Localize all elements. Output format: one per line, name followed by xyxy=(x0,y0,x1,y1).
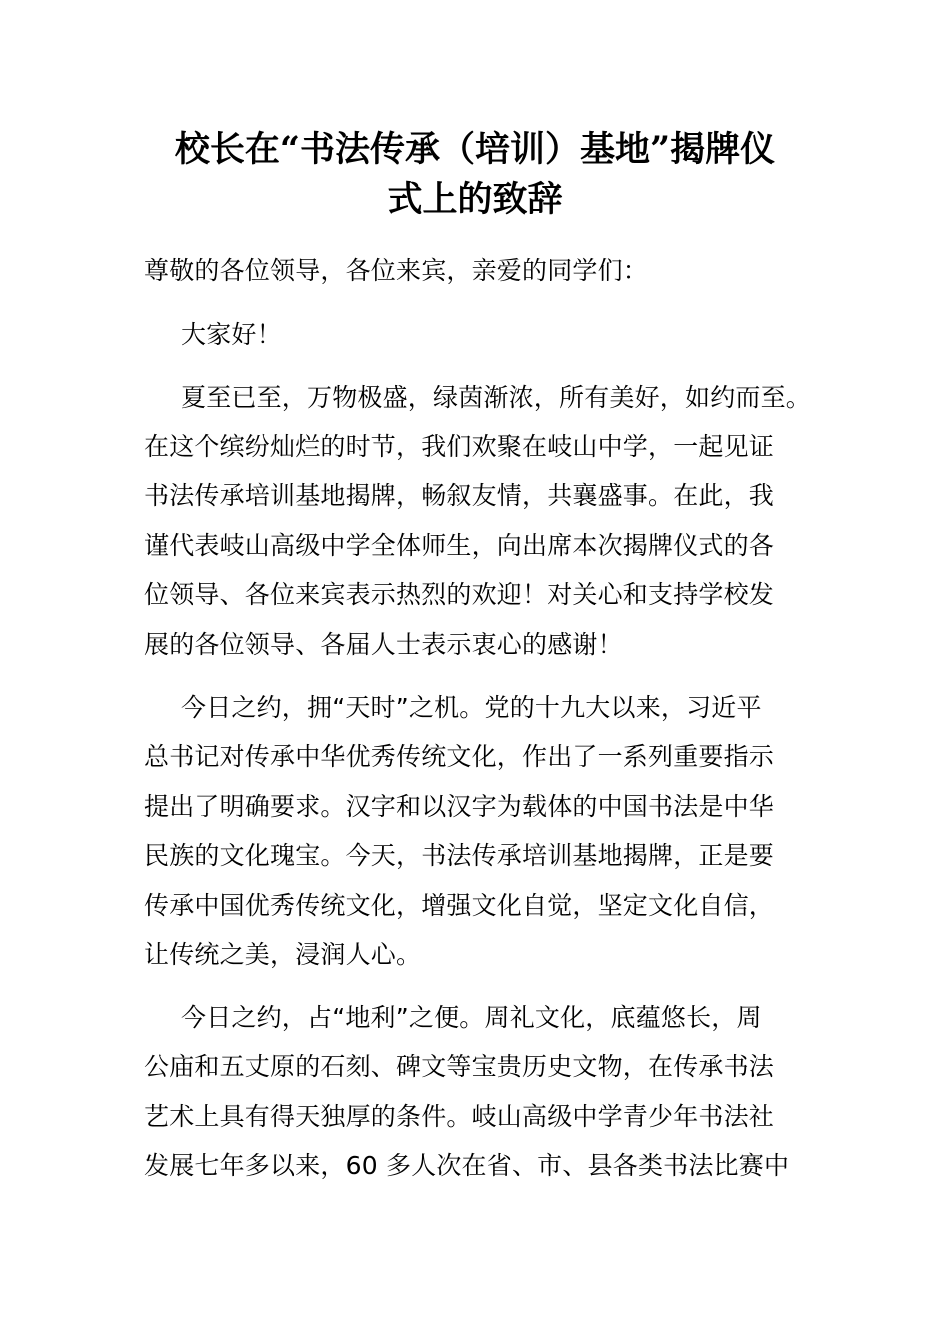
paragraph-3-line-1: 今日之约，占“地利”之便。周礼文化，底蕴悠长，周 xyxy=(181,1003,762,1032)
paragraph-1-line-6: 展的各位领导、各届人士表示衷心的感谢！ xyxy=(144,630,623,659)
paragraph-3-line-2: 公庙和五丈原的石刻、碑文等宝贵历史文物，在传承书法 xyxy=(144,1052,775,1081)
paragraph-1-line-4: 谨代表岐山高级中学全体师生，向出席本次揭牌仪式的各 xyxy=(144,531,775,560)
greeting: 大家好！ xyxy=(181,320,282,349)
paragraph-1-line-3: 书法传承培训基地揭牌，畅叙友情，共襄盛事。在此，我 xyxy=(144,481,775,510)
paragraph-2-line-3: 提出了明确要求。汉字和以汉字为载体的中国书法是中华 xyxy=(144,792,775,821)
paragraph-2-line-1: 今日之约，拥“天时”之机。党的十九大以来，习近平 xyxy=(181,693,762,722)
salutation: 尊敬的各位领导，各位来宾，亲爱的同学们： xyxy=(144,256,649,285)
paragraph-2-line-6: 让传统之美，浸润人心。 xyxy=(144,940,422,969)
paragraph-2-line-2: 总书记对传承中华优秀传统文化，作出了一系列重要指示 xyxy=(144,742,775,771)
paragraph-2-line-5: 传承中国优秀传统文化，增强文化自觉，坚定文化自信， xyxy=(144,891,775,920)
document-title-line-1: 校长在“书法传承（培训）基地”揭牌仪 xyxy=(174,129,776,170)
paragraph-3-line-4: 发展七年多以来，60 多人次在省、市、县各类书法比赛中 xyxy=(144,1151,790,1180)
paragraph-2-line-4: 民族的文化瑰宝。今天，书法传承培训基地揭牌，正是要 xyxy=(144,841,775,870)
paragraph-1-line-1: 夏至已至，万物极盛，绿茵渐浓，所有美好，如约而至。 xyxy=(181,383,812,412)
paragraph-1-line-5: 位领导、各位来宾表示热烈的欢迎！对关心和支持学校发 xyxy=(144,580,775,609)
paragraph-3-line-3: 艺术上具有得天独厚的条件。岐山高级中学青少年书法社 xyxy=(144,1102,775,1131)
document-title-line-2: 式上的致辞 xyxy=(387,179,563,220)
paragraph-1-line-2: 在这个缤纷灿烂的时节，我们欢聚在岐山中学，一起见证 xyxy=(144,432,775,461)
